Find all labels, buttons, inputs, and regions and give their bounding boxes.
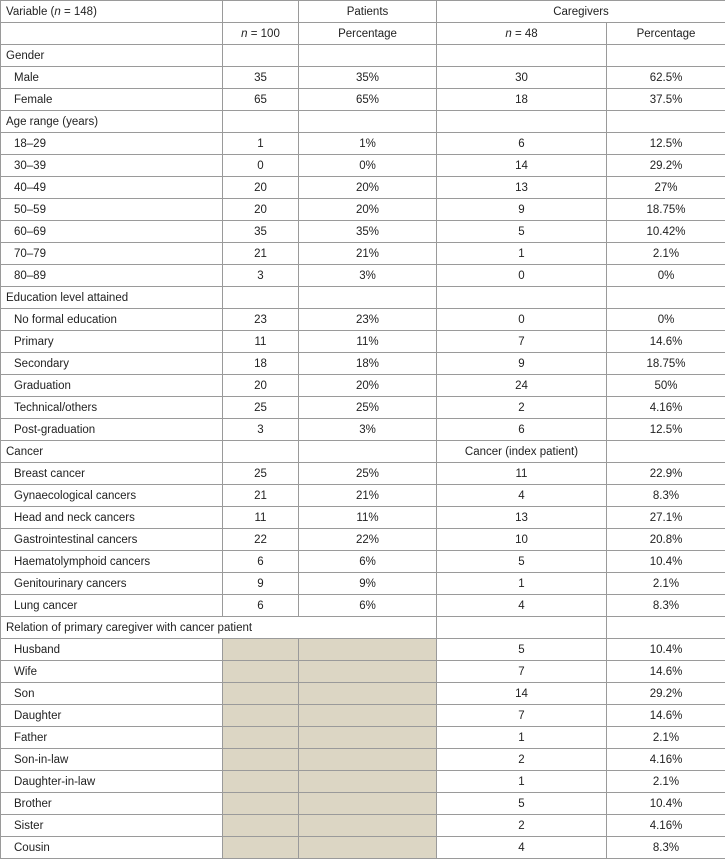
patients-count bbox=[223, 837, 299, 859]
patients-count: 6 bbox=[223, 551, 299, 573]
patients-percentage: 21% bbox=[299, 485, 437, 507]
caregivers-percentage: 2.1% bbox=[607, 771, 725, 793]
caregivers-count: 18 bbox=[437, 89, 607, 111]
patients-percentage: 11% bbox=[299, 507, 437, 529]
caregivers-percentage: 0% bbox=[607, 309, 725, 331]
patients-count: 18 bbox=[223, 353, 299, 375]
row-label: Daughter-in-law bbox=[1, 771, 223, 793]
patients-n-header: n = 100 bbox=[223, 23, 299, 45]
section-header-row bbox=[1, 441, 725, 463]
patients-count: 9 bbox=[223, 573, 299, 595]
empty-cell bbox=[223, 111, 299, 133]
row-label: Son bbox=[1, 683, 223, 705]
table-body bbox=[1, 45, 725, 859]
table-row bbox=[1, 375, 725, 397]
patients-percentage bbox=[299, 661, 437, 683]
header-blank bbox=[1, 23, 223, 45]
caregivers-count: 0 bbox=[437, 309, 607, 331]
patients-header-spacer bbox=[223, 1, 299, 23]
row-label: Female bbox=[1, 89, 223, 111]
patients-percentage: 0% bbox=[299, 155, 437, 177]
section-title: Gender bbox=[1, 45, 223, 67]
caregivers-percentage: 8.3% bbox=[607, 485, 725, 507]
empty-cell bbox=[437, 287, 607, 309]
row-label: Genitourinary cancers bbox=[1, 573, 223, 595]
caregivers-count: 0 bbox=[437, 265, 607, 287]
patients-count bbox=[223, 705, 299, 727]
section-title: Age range (years) bbox=[1, 111, 223, 133]
caregivers-header: Caregivers bbox=[437, 1, 725, 23]
caregivers-count: 13 bbox=[437, 507, 607, 529]
row-label: 70–79 bbox=[1, 243, 223, 265]
caregivers-count: 1 bbox=[437, 771, 607, 793]
patients-percentage: 9% bbox=[299, 573, 437, 595]
caregivers-percentage: 12.5% bbox=[607, 133, 725, 155]
caregivers-count: 5 bbox=[437, 221, 607, 243]
patients-count bbox=[223, 749, 299, 771]
patients-percentage: 6% bbox=[299, 595, 437, 617]
table-row bbox=[1, 815, 725, 837]
table-row bbox=[1, 529, 725, 551]
patients-percentage: 35% bbox=[299, 67, 437, 89]
patients-count bbox=[223, 815, 299, 837]
caregivers-percentage: 2.1% bbox=[607, 243, 725, 265]
table-row bbox=[1, 507, 725, 529]
caregivers-count: 4 bbox=[437, 485, 607, 507]
table-row bbox=[1, 595, 725, 617]
caregivers-count: 5 bbox=[437, 793, 607, 815]
caregivers-percentage: 10.4% bbox=[607, 793, 725, 815]
patients-percentage bbox=[299, 727, 437, 749]
table-row bbox=[1, 353, 725, 375]
caregivers-count: 5 bbox=[437, 551, 607, 573]
caregivers-percentage: 8.3% bbox=[607, 837, 725, 859]
caregivers-count: 1 bbox=[437, 243, 607, 265]
row-label: Husband bbox=[1, 639, 223, 661]
empty-cell bbox=[299, 287, 437, 309]
caregivers-count: 2 bbox=[437, 749, 607, 771]
patients-percentage: 3% bbox=[299, 419, 437, 441]
caregivers-percentage: 62.5% bbox=[607, 67, 725, 89]
row-label: Haematolymphoid cancers bbox=[1, 551, 223, 573]
row-label: Male bbox=[1, 67, 223, 89]
caregivers-percentage: 14.6% bbox=[607, 331, 725, 353]
caregivers-percentage: 12.5% bbox=[607, 419, 725, 441]
caregivers-count: 24 bbox=[437, 375, 607, 397]
patients-percentage-header: Percentage bbox=[299, 23, 437, 45]
empty-cell bbox=[299, 45, 437, 67]
patients-count: 20 bbox=[223, 177, 299, 199]
caregivers-count: 5 bbox=[437, 639, 607, 661]
table-row bbox=[1, 419, 725, 441]
patients-count bbox=[223, 683, 299, 705]
caregivers-percentage: 4.16% bbox=[607, 749, 725, 771]
table-row bbox=[1, 331, 725, 353]
row-label: Daughter bbox=[1, 705, 223, 727]
empty-cell bbox=[607, 441, 725, 463]
table-row bbox=[1, 639, 725, 661]
caregivers-percentage: 10.4% bbox=[607, 551, 725, 573]
caregivers-count: 1 bbox=[437, 727, 607, 749]
table-row bbox=[1, 265, 725, 287]
patients-percentage: 20% bbox=[299, 375, 437, 397]
table-row bbox=[1, 67, 725, 89]
variable-header: Variable (n = 148) bbox=[1, 1, 223, 23]
patients-count: 21 bbox=[223, 243, 299, 265]
caregivers-count: 10 bbox=[437, 529, 607, 551]
caregivers-count: 4 bbox=[437, 595, 607, 617]
row-label: 40–49 bbox=[1, 177, 223, 199]
patients-percentage: 23% bbox=[299, 309, 437, 331]
patients-count bbox=[223, 771, 299, 793]
empty-cell bbox=[607, 287, 725, 309]
caregivers-percentage: 0% bbox=[607, 265, 725, 287]
patients-count: 0 bbox=[223, 155, 299, 177]
table-row bbox=[1, 199, 725, 221]
caregivers-percentage-header: Percentage bbox=[607, 23, 725, 45]
section-title: Cancer bbox=[1, 441, 223, 463]
row-label: 30–39 bbox=[1, 155, 223, 177]
patients-count: 23 bbox=[223, 309, 299, 331]
row-label: 80–89 bbox=[1, 265, 223, 287]
section-title: Relation of primary caregiver with cancer patient bbox=[1, 617, 437, 639]
row-label: Graduation bbox=[1, 375, 223, 397]
patients-count bbox=[223, 793, 299, 815]
table-row bbox=[1, 243, 725, 265]
patients-percentage: 20% bbox=[299, 199, 437, 221]
section-header-row bbox=[1, 45, 725, 67]
patients-percentage: 18% bbox=[299, 353, 437, 375]
caregivers-count: 7 bbox=[437, 705, 607, 727]
caregivers-count: 1 bbox=[437, 573, 607, 595]
patients-percentage: 1% bbox=[299, 133, 437, 155]
caregivers-percentage: 2.1% bbox=[607, 727, 725, 749]
empty-cell bbox=[607, 45, 725, 67]
patients-count: 35 bbox=[223, 67, 299, 89]
caregivers-count: 2 bbox=[437, 397, 607, 419]
caregivers-percentage: 22.9% bbox=[607, 463, 725, 485]
row-label: Son-in-law bbox=[1, 749, 223, 771]
table-row bbox=[1, 155, 725, 177]
caregivers-percentage: 2.1% bbox=[607, 573, 725, 595]
caregivers-percentage: 20.8% bbox=[607, 529, 725, 551]
caregivers-percentage: 27.1% bbox=[607, 507, 725, 529]
caregivers-count: 9 bbox=[437, 353, 607, 375]
caregivers-percentage: 50% bbox=[607, 375, 725, 397]
row-label: Brother bbox=[1, 793, 223, 815]
caregivers-count: 7 bbox=[437, 661, 607, 683]
row-label: 50–59 bbox=[1, 199, 223, 221]
section-header-row bbox=[1, 287, 725, 309]
row-label: Post-graduation bbox=[1, 419, 223, 441]
caregivers-count: 2 bbox=[437, 815, 607, 837]
header-row-2 bbox=[1, 23, 725, 45]
table-row bbox=[1, 177, 725, 199]
patients-percentage bbox=[299, 793, 437, 815]
caregivers-percentage: 18.75% bbox=[607, 353, 725, 375]
table-row bbox=[1, 133, 725, 155]
patients-percentage: 25% bbox=[299, 397, 437, 419]
table-row bbox=[1, 837, 725, 859]
caregivers-percentage: 8.3% bbox=[607, 595, 725, 617]
caregivers-percentage: 4.16% bbox=[607, 815, 725, 837]
row-label: Gynaecological cancers bbox=[1, 485, 223, 507]
row-label: Primary bbox=[1, 331, 223, 353]
patients-percentage bbox=[299, 683, 437, 705]
patients-count: 3 bbox=[223, 265, 299, 287]
caregivers-count: 6 bbox=[437, 419, 607, 441]
row-label: Gastrointestinal cancers bbox=[1, 529, 223, 551]
patients-percentage bbox=[299, 639, 437, 661]
patients-count: 25 bbox=[223, 463, 299, 485]
table-row bbox=[1, 485, 725, 507]
row-label: Wife bbox=[1, 661, 223, 683]
caregivers-count: 9 bbox=[437, 199, 607, 221]
empty-cell bbox=[299, 111, 437, 133]
patients-percentage: 21% bbox=[299, 243, 437, 265]
caregivers-count: 4 bbox=[437, 837, 607, 859]
empty-cell bbox=[437, 617, 607, 639]
empty-cell bbox=[299, 441, 437, 463]
caregivers-count: 14 bbox=[437, 155, 607, 177]
patients-count bbox=[223, 639, 299, 661]
table-row bbox=[1, 771, 725, 793]
patients-percentage bbox=[299, 705, 437, 727]
table-row bbox=[1, 309, 725, 331]
section-header-row bbox=[1, 617, 725, 639]
caregivers-n-header: n = 48 bbox=[437, 23, 607, 45]
patients-percentage: 65% bbox=[299, 89, 437, 111]
caregiver-section-title: Cancer (index patient) bbox=[437, 441, 607, 463]
table-row bbox=[1, 89, 725, 111]
caregivers-percentage: 37.5% bbox=[607, 89, 725, 111]
patients-percentage: 3% bbox=[299, 265, 437, 287]
caregivers-percentage: 14.6% bbox=[607, 661, 725, 683]
patients-count: 25 bbox=[223, 397, 299, 419]
empty-cell bbox=[437, 45, 607, 67]
patients-count: 11 bbox=[223, 331, 299, 353]
row-label: Father bbox=[1, 727, 223, 749]
patients-count bbox=[223, 661, 299, 683]
patients-count: 20 bbox=[223, 375, 299, 397]
patients-count: 35 bbox=[223, 221, 299, 243]
empty-cell bbox=[223, 441, 299, 463]
row-label: Cousin bbox=[1, 837, 223, 859]
row-label: No formal education bbox=[1, 309, 223, 331]
header-row-1 bbox=[1, 1, 725, 23]
patients-count: 11 bbox=[223, 507, 299, 529]
row-label: Lung cancer bbox=[1, 595, 223, 617]
caregivers-percentage: 10.42% bbox=[607, 221, 725, 243]
table-row bbox=[1, 573, 725, 595]
caregivers-percentage: 29.2% bbox=[607, 683, 725, 705]
caregivers-count: 11 bbox=[437, 463, 607, 485]
patients-percentage: 22% bbox=[299, 529, 437, 551]
patients-count: 1 bbox=[223, 133, 299, 155]
table-row bbox=[1, 551, 725, 573]
patients-header: Patients bbox=[299, 1, 437, 23]
caregivers-percentage: 4.16% bbox=[607, 397, 725, 419]
table-row bbox=[1, 661, 725, 683]
patients-count: 6 bbox=[223, 595, 299, 617]
caregivers-count: 7 bbox=[437, 331, 607, 353]
row-label: Breast cancer bbox=[1, 463, 223, 485]
caregivers-count: 14 bbox=[437, 683, 607, 705]
row-label: Technical/others bbox=[1, 397, 223, 419]
patients-percentage bbox=[299, 837, 437, 859]
patients-percentage: 25% bbox=[299, 463, 437, 485]
patients-percentage: 35% bbox=[299, 221, 437, 243]
table-row bbox=[1, 793, 725, 815]
section-header-row bbox=[1, 111, 725, 133]
patients-count: 20 bbox=[223, 199, 299, 221]
patients-percentage bbox=[299, 771, 437, 793]
patients-percentage bbox=[299, 815, 437, 837]
row-label: 18–29 bbox=[1, 133, 223, 155]
table-row bbox=[1, 749, 725, 771]
table-row bbox=[1, 683, 725, 705]
patients-count: 65 bbox=[223, 89, 299, 111]
table-row bbox=[1, 463, 725, 485]
caregivers-count: 13 bbox=[437, 177, 607, 199]
table-row bbox=[1, 727, 725, 749]
table-row bbox=[1, 221, 725, 243]
caregivers-percentage: 29.2% bbox=[607, 155, 725, 177]
empty-cell bbox=[607, 111, 725, 133]
patients-percentage bbox=[299, 749, 437, 771]
caregivers-count: 6 bbox=[437, 133, 607, 155]
patients-percentage: 6% bbox=[299, 551, 437, 573]
empty-cell bbox=[223, 287, 299, 309]
caregivers-count: 30 bbox=[437, 67, 607, 89]
row-label: Head and neck cancers bbox=[1, 507, 223, 529]
empty-cell bbox=[223, 45, 299, 67]
empty-cell bbox=[607, 617, 725, 639]
patients-percentage: 11% bbox=[299, 331, 437, 353]
patients-count: 22 bbox=[223, 529, 299, 551]
caregivers-percentage: 27% bbox=[607, 177, 725, 199]
table-row bbox=[1, 705, 725, 727]
section-title: Education level attained bbox=[1, 287, 223, 309]
row-label: Sister bbox=[1, 815, 223, 837]
table-row bbox=[1, 397, 725, 419]
patients-count: 21 bbox=[223, 485, 299, 507]
caregivers-percentage: 14.6% bbox=[607, 705, 725, 727]
patients-count bbox=[223, 727, 299, 749]
patients-count: 3 bbox=[223, 419, 299, 441]
patients-percentage: 20% bbox=[299, 177, 437, 199]
row-label: Secondary bbox=[1, 353, 223, 375]
empty-cell bbox=[437, 111, 607, 133]
row-label: 60–69 bbox=[1, 221, 223, 243]
caregivers-percentage: 10.4% bbox=[607, 639, 725, 661]
caregivers-percentage: 18.75% bbox=[607, 199, 725, 221]
